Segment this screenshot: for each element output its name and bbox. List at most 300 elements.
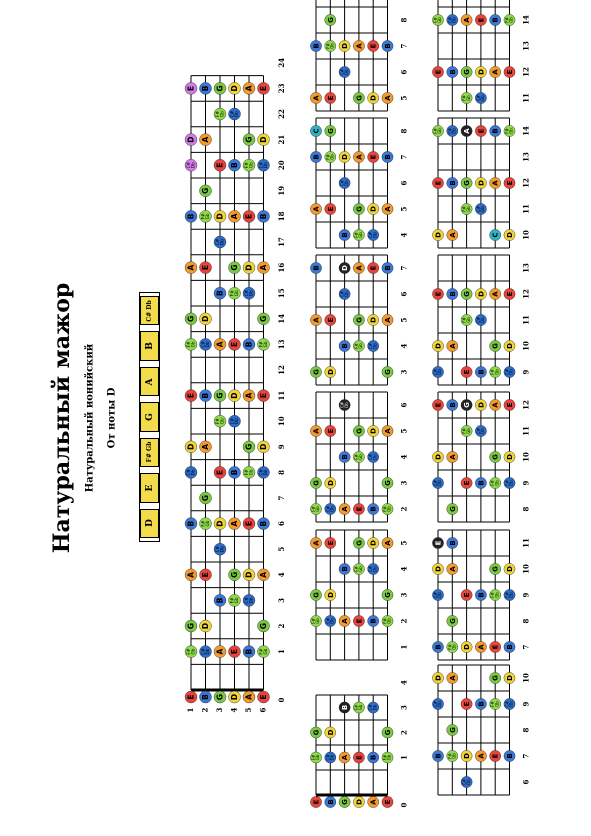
note-label: D — [369, 317, 378, 323]
fret-number: 6 — [399, 69, 409, 75]
fret-number: 8 — [399, 17, 409, 23]
note-label: E — [434, 402, 443, 408]
note-label: Db — [190, 469, 196, 476]
note-label: Db — [480, 95, 486, 101]
note-label: B — [448, 291, 457, 297]
fret-number: 12 — [521, 178, 531, 188]
note-label: G — [312, 480, 321, 486]
note-label: Gb — [451, 644, 457, 650]
note-label: E — [326, 540, 335, 546]
note-label: Gb — [494, 701, 500, 707]
note-label: C# — [433, 479, 439, 487]
note-label: D — [341, 43, 350, 49]
fret-number: 10 — [521, 452, 531, 462]
note-label: G — [230, 571, 239, 578]
note-label: G — [463, 402, 472, 408]
note-label: G — [355, 317, 364, 323]
note-label: G — [448, 727, 457, 733]
note-label: F# — [214, 111, 220, 117]
note-label: Db — [343, 402, 349, 408]
note-label: B — [326, 799, 335, 805]
page-subtitle: Натуральный ионийский — [84, 343, 96, 493]
page-title: Натуральный мажор — [49, 282, 75, 554]
note-label: F# — [382, 618, 388, 624]
note-label: E — [463, 592, 472, 598]
note-label: F# — [382, 506, 388, 512]
fret-number: 12 — [277, 365, 286, 375]
scale-note-label: F# Gb — [145, 442, 153, 463]
note-label: A — [384, 428, 392, 434]
note-label: A — [384, 540, 392, 546]
note-label: F# — [243, 469, 249, 476]
note-label: Gb — [262, 341, 268, 348]
string-number: 5 — [244, 707, 253, 713]
note-label: Db — [480, 317, 486, 323]
scale-note-label: G — [144, 413, 155, 421]
note-label: B — [448, 69, 457, 75]
note-label: D — [326, 480, 335, 486]
note-label: B — [506, 753, 514, 759]
note-label: C# — [185, 161, 191, 169]
note-label: Gb — [494, 592, 500, 598]
fret-number: 9 — [277, 444, 286, 450]
fret-number: 16 — [277, 262, 286, 273]
note-label: A — [186, 571, 196, 578]
note-label: A — [230, 520, 239, 527]
note-label: A — [355, 43, 364, 49]
note-label: D — [477, 69, 486, 75]
note-label: D — [355, 799, 364, 805]
note-label: G — [384, 369, 392, 375]
note-label: B — [477, 480, 486, 486]
note-label: G — [259, 622, 268, 630]
note-label: C# — [214, 238, 220, 246]
note-label: E — [477, 17, 486, 23]
note-label: E — [244, 521, 254, 527]
position-diagram — [310, 118, 408, 248]
note-label: C# — [461, 778, 467, 786]
note-label: C# — [475, 427, 481, 435]
note-label: A — [477, 644, 486, 650]
note-label: A — [384, 95, 392, 101]
position-diagram — [432, 118, 530, 248]
note-label: C# — [200, 648, 206, 655]
note-label: Db — [233, 418, 239, 425]
note-label: B — [312, 154, 321, 160]
note-label: B — [215, 597, 225, 604]
fret-number: 6 — [399, 291, 409, 297]
fret-number: 3 — [399, 705, 409, 710]
note-label: E — [326, 428, 335, 434]
note-label: D — [477, 402, 486, 408]
note-label: Gb — [508, 17, 514, 23]
note-label: Gb — [465, 317, 471, 323]
note-label: C# — [325, 617, 331, 625]
note-label: C# — [258, 161, 264, 169]
fret-number: 2 — [399, 618, 409, 624]
note-label: Db — [204, 341, 210, 348]
note-label: B — [230, 469, 239, 476]
note-label: G — [201, 494, 210, 502]
note-label: A — [384, 206, 392, 212]
note-label: Db — [219, 239, 225, 245]
note-label: Gb — [358, 454, 364, 460]
note-label: A — [448, 675, 457, 681]
fret-number: 5 — [399, 540, 409, 546]
fret-number: 4 — [399, 680, 409, 685]
note-label: E — [491, 644, 500, 650]
string-number: 4 — [229, 707, 239, 713]
note-label: A — [215, 648, 225, 655]
note-label: Db — [508, 701, 514, 707]
note-label: F# — [214, 418, 220, 425]
fret-number: 7 — [521, 644, 531, 650]
scale-note-label: D — [144, 519, 155, 528]
note-label: B — [477, 369, 486, 375]
fret-number: 7 — [399, 154, 409, 160]
note-label: B — [506, 644, 514, 650]
note-label: Gb — [494, 480, 500, 486]
note-label: C# — [447, 127, 453, 135]
string-number: 1 — [186, 707, 195, 713]
note-label: D — [341, 154, 350, 160]
fret-number: 21 — [277, 134, 286, 145]
note-label: D — [369, 206, 378, 212]
note-label: F# — [433, 17, 439, 23]
note-label: F# — [185, 341, 191, 348]
note-label: A — [312, 540, 321, 546]
note-label: F# — [447, 753, 453, 759]
note-label: B — [201, 694, 210, 700]
note-label: F# — [200, 213, 206, 220]
note-label: Gb — [437, 128, 443, 134]
fret-number: 1 — [399, 644, 409, 650]
note-label: B — [448, 402, 457, 408]
note-label: D — [463, 753, 472, 759]
note-label: D — [477, 180, 486, 186]
position-diagram — [432, 665, 530, 795]
note-label: Gb — [262, 648, 268, 655]
note-label: E — [355, 755, 364, 760]
note-label: A — [201, 443, 210, 450]
note-label: B — [384, 265, 392, 271]
note-label: C# — [339, 179, 345, 187]
note-label: A — [355, 154, 364, 160]
note-label: G — [355, 206, 364, 212]
fret-number: 2 — [399, 506, 409, 512]
note-label: Gb — [315, 754, 321, 761]
fret-number: 18 — [277, 211, 286, 222]
note-label: F# — [461, 95, 467, 101]
fret-number: 17 — [277, 237, 286, 247]
scale-note-label: E — [144, 484, 155, 492]
note-label: F# — [258, 648, 264, 655]
note-label: E — [215, 162, 225, 168]
note-label: B — [434, 753, 443, 759]
note-label: C# — [185, 469, 191, 476]
note-label: C# — [433, 591, 439, 599]
note-label: Gb — [329, 43, 335, 49]
fret-number: 11 — [521, 315, 531, 325]
note-label: A — [215, 341, 225, 348]
note-label: A — [341, 618, 350, 624]
fret-number: 9 — [521, 701, 531, 707]
note-label: G — [259, 315, 268, 322]
note-label: A — [312, 428, 321, 434]
note-label: A — [312, 317, 321, 323]
note-label: A — [491, 291, 500, 297]
fret-number: 5 — [399, 206, 409, 212]
note-label: Db — [248, 290, 254, 297]
note-label: Db — [204, 648, 210, 655]
note-label: Gb — [465, 95, 471, 101]
note-label: C# — [368, 453, 374, 461]
note-label: E — [434, 291, 443, 297]
fret-number: 10 — [521, 564, 531, 574]
note-label: B — [259, 213, 268, 220]
position-diagram — [432, 0, 530, 111]
note-label: Db — [329, 506, 335, 512]
note-label: E — [259, 694, 268, 700]
fret-number: 2 — [399, 730, 409, 735]
note-label: E — [186, 85, 196, 91]
fret-number: 9 — [521, 480, 531, 486]
note-label: B — [384, 154, 392, 160]
note-label: E — [463, 480, 472, 486]
note-label: Db — [329, 754, 335, 761]
note-label: C# — [368, 704, 374, 711]
note-label: A — [477, 753, 486, 759]
note-label: G — [230, 264, 239, 271]
fret-number: 9 — [521, 369, 531, 375]
note-label: G — [384, 592, 392, 598]
note-label: Db — [451, 128, 457, 134]
note-label: B — [369, 618, 378, 624]
note-label: C# — [475, 205, 481, 213]
note-label: D — [506, 232, 514, 238]
fret-number: 4 — [399, 566, 409, 572]
note-label: F# — [461, 317, 467, 323]
fret-number: 6 — [399, 180, 409, 186]
fret-number: 1 — [277, 649, 286, 655]
fret-number: 6 — [277, 521, 286, 527]
note-label: G — [244, 136, 254, 143]
note-label: Db — [480, 206, 486, 212]
note-label: Db — [262, 162, 268, 169]
note-label: A — [312, 95, 321, 101]
note-label: E — [186, 393, 196, 399]
note-label: G — [215, 693, 225, 701]
note-label: G — [491, 566, 500, 572]
note-label: G — [215, 392, 225, 399]
note-label: F# — [258, 341, 264, 348]
position-diagram — [310, 530, 408, 660]
fret-number: 13 — [521, 152, 531, 162]
note-label: Gb — [508, 128, 514, 134]
note-label: E — [259, 85, 268, 91]
note-label: D — [259, 443, 268, 450]
scale-note-label: C# Db — [145, 300, 153, 322]
note-label: A — [448, 232, 457, 238]
note-label: G — [384, 480, 392, 486]
note-label: F# — [243, 162, 249, 169]
note-label: A — [186, 264, 196, 271]
note-label: D — [506, 454, 514, 460]
note-label: C# — [200, 341, 206, 348]
note-label: F# — [490, 701, 496, 707]
fret-number: 12 — [521, 289, 531, 299]
fret-number: 19 — [277, 185, 286, 196]
note-label: Gb — [248, 162, 254, 169]
note-label: E — [463, 701, 472, 707]
note-label: E — [201, 265, 210, 271]
fret-number: 7 — [399, 43, 409, 49]
note-label: E — [463, 369, 472, 375]
note-label: Gb — [233, 597, 239, 604]
note-label: B — [341, 343, 350, 349]
fret-number: 4 — [277, 572, 286, 578]
note-label: G — [448, 618, 457, 624]
note-label: E — [506, 180, 514, 186]
note-label: A — [463, 128, 472, 134]
note-label: D — [244, 264, 254, 271]
note-label: G — [186, 315, 196, 322]
note-label: A — [448, 454, 457, 460]
note-label: D — [230, 693, 239, 701]
note-label: D — [326, 729, 335, 736]
note-label: C# — [504, 591, 510, 599]
note-label: A — [448, 343, 457, 349]
note-label: C# — [214, 545, 220, 553]
fret-number: 8 — [399, 128, 409, 134]
note-label: Db — [480, 428, 486, 434]
note-label: B — [369, 754, 378, 761]
note-label: B — [448, 540, 457, 546]
note-label: G — [491, 454, 500, 460]
note-label: D — [369, 95, 378, 101]
note-label: D — [434, 232, 443, 238]
note-label: B — [477, 592, 486, 598]
note-label: B — [369, 506, 378, 512]
note-label: D — [201, 315, 210, 322]
note-label: D — [215, 520, 225, 527]
note-label: G — [463, 291, 472, 297]
note-label: E — [506, 402, 514, 408]
note-label: Db — [219, 546, 225, 553]
note-label: G — [463, 180, 472, 186]
note-label: Db — [343, 291, 349, 297]
note-label: Gb — [219, 418, 225, 425]
fret-number: 4 — [399, 454, 409, 460]
fret-number: 5 — [399, 317, 409, 323]
note-label: C# — [475, 316, 481, 324]
position-diagram — [432, 530, 530, 660]
note-label: E — [186, 694, 196, 700]
note-label: Gb — [437, 17, 443, 23]
string-number: 3 — [215, 707, 224, 713]
note-label: D — [434, 675, 443, 681]
note-label: E — [215, 469, 225, 475]
fret-number: 9 — [521, 592, 531, 598]
note-label: Gb — [386, 506, 392, 512]
note-label: F# — [185, 648, 191, 655]
note-label: Gb — [329, 154, 335, 160]
scale-note-label: A — [144, 378, 155, 386]
note-label: F# — [490, 369, 496, 375]
fret-number: 10 — [521, 341, 531, 351]
note-label: F# — [353, 704, 359, 711]
note-label: F# — [311, 618, 317, 624]
fret-number: 8 — [277, 469, 286, 475]
fret-number: 3 — [277, 597, 286, 603]
note-label: F# — [311, 754, 317, 761]
note-label: C# — [243, 597, 249, 604]
note-label: B — [384, 43, 392, 49]
note-label: D — [326, 592, 335, 598]
note-label: B — [448, 180, 457, 186]
note-label: D — [186, 443, 196, 450]
note-label: F# — [325, 43, 331, 49]
note-label: G — [341, 799, 350, 805]
fret-number: 11 — [521, 426, 531, 436]
fret-number: 3 — [399, 369, 409, 375]
note-label: G — [448, 506, 457, 512]
note-label: A — [491, 402, 500, 408]
note-label: G — [326, 128, 335, 134]
fret-number: 3 — [399, 592, 409, 598]
note-label: C# — [339, 68, 345, 76]
note-label: E — [506, 291, 514, 297]
note-label: G — [215, 85, 225, 92]
note-label: G — [355, 95, 364, 101]
note-label: Db — [343, 180, 349, 186]
note-label: C# — [368, 231, 374, 239]
note-label: Db — [248, 597, 254, 604]
note-label: D — [506, 343, 514, 349]
position-diagram — [310, 392, 408, 522]
note-label: Gb — [248, 469, 254, 476]
fret-number: 8 — [521, 506, 531, 512]
note-label: C# — [229, 110, 235, 118]
note-label: G — [201, 187, 210, 194]
fret-number: 8 — [521, 618, 531, 624]
note-label: A — [244, 85, 254, 92]
fret-number: 5 — [399, 428, 409, 434]
note-label: Db — [437, 592, 443, 598]
note-label: D — [369, 540, 378, 546]
note-label: D — [230, 85, 239, 92]
note-label: A — [244, 694, 254, 700]
fret-number: 13 — [521, 41, 531, 51]
note-label: F# — [490, 592, 496, 598]
note-label: B — [186, 520, 196, 527]
note-label: F# — [325, 154, 331, 160]
note-label: C# — [368, 342, 374, 350]
note-label: Db — [372, 343, 378, 349]
note-label: A — [312, 206, 321, 212]
note-label: B — [434, 644, 443, 650]
note-label: F# — [353, 232, 359, 238]
fret-number: 12 — [521, 67, 531, 77]
note-label: D — [369, 428, 378, 434]
note-label: B — [491, 128, 500, 134]
note-label: C# — [325, 505, 331, 513]
note-label: A — [384, 317, 392, 323]
note-label: Gb — [204, 213, 210, 220]
note-label: B — [201, 392, 210, 399]
note-label: Gb — [451, 753, 457, 759]
note-label: Db — [372, 454, 378, 460]
